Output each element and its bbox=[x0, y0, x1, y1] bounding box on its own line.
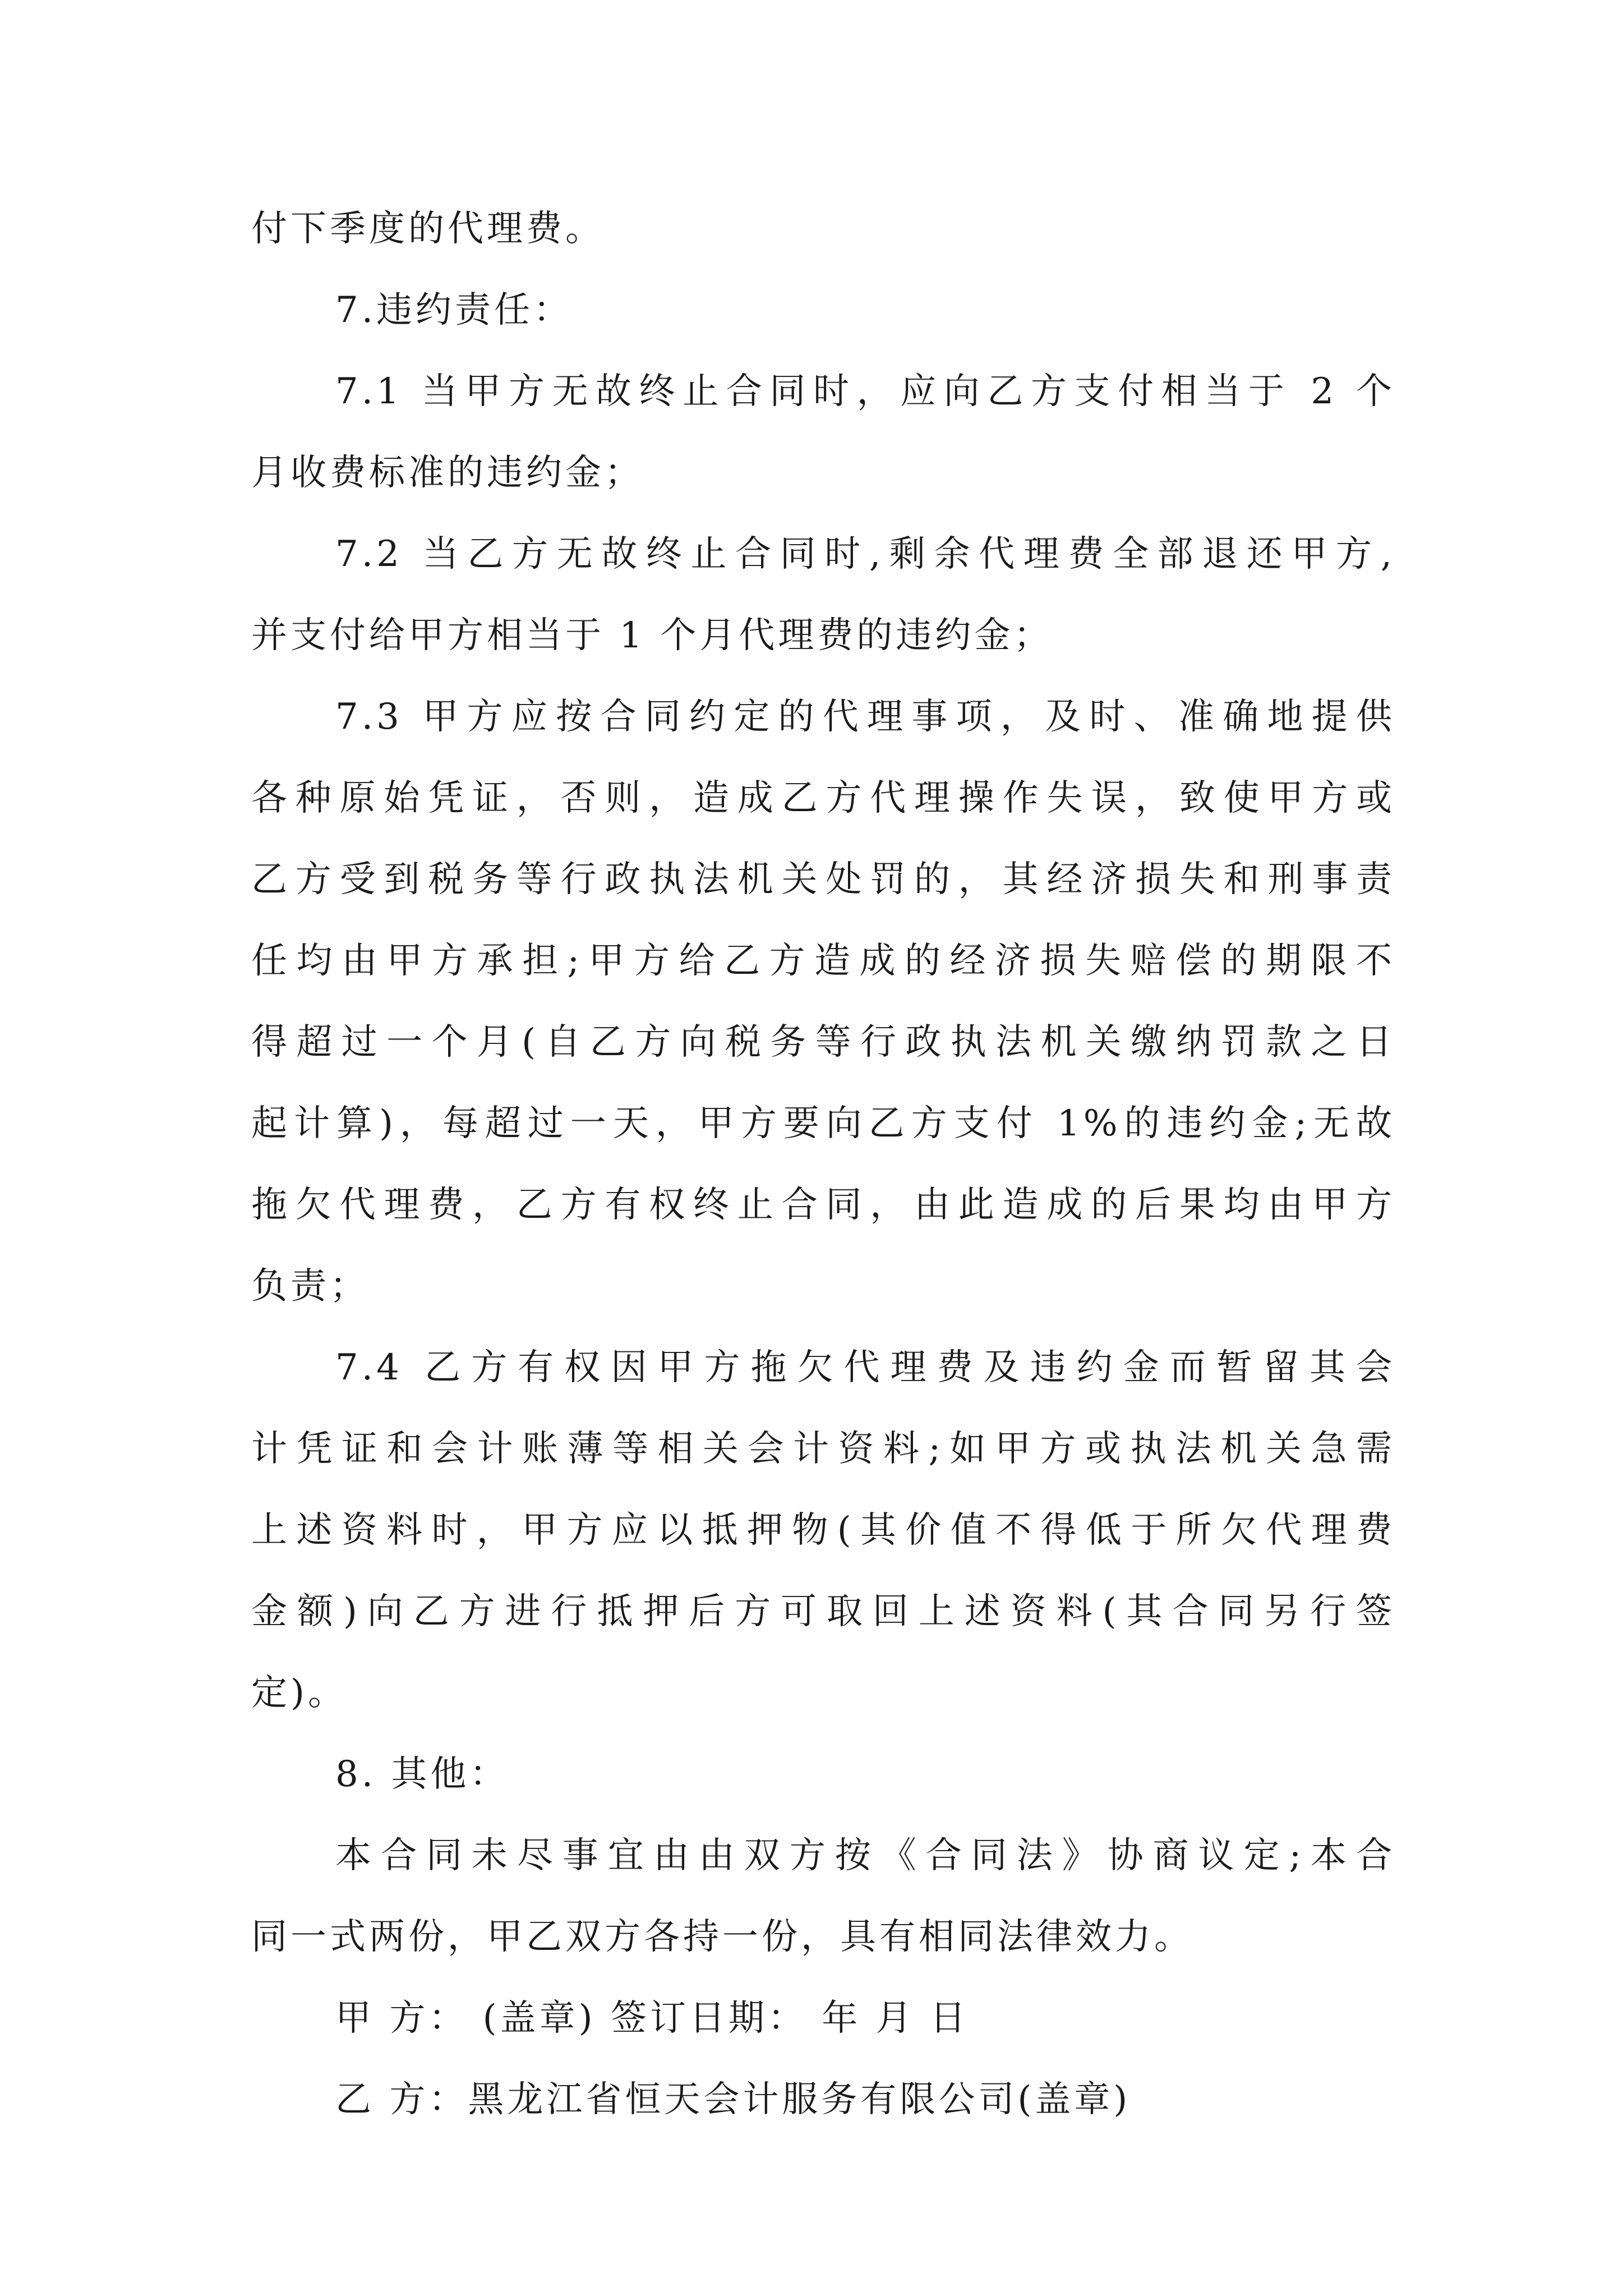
signature-line-party-b: 乙 方：黑龙江省恒天会计服务有限公司(盖章) bbox=[335, 2079, 1131, 2120]
text-line: 乙方受到税务等行政执法机关处罚的，其经济损失和刑事责 bbox=[251, 859, 1395, 900]
section-heading: 7.违约责任： bbox=[335, 289, 573, 331]
text-line: 得超过一个月(自乙方向税务等行政执法机关缴纳罚款之日 bbox=[251, 1022, 1395, 1063]
text-line: 计凭证和会计账薄等相关会计资料;如甲方或执法机关急需 bbox=[251, 1428, 1395, 1470]
text-line: 7.3 甲方应按合同约定的代理事项，及时、准确地提供 bbox=[335, 696, 1395, 738]
text-line: 并支付给甲方相当于 1 个月代理费的违约金； bbox=[251, 615, 1053, 656]
text-line: 任均由甲方承担;甲方给乙方造成的经济损失赔偿的期限不 bbox=[251, 940, 1395, 982]
text-line: 7.4 乙方有权因甲方拖欠代理费及违约金而暂留其会 bbox=[335, 1347, 1395, 1388]
signature-line-party-a: 甲 方： (盖章) 签订日期： 年 月 日 bbox=[335, 1998, 969, 2039]
text-line: 各种原始凭证，否则，造成乙方代理操作失误，致使甲方或 bbox=[251, 777, 1395, 819]
text-line: 金额)向乙方进行抵押后方可取回上述资料(其合同另行签 bbox=[251, 1591, 1395, 1632]
text-line: 本合同未尽事宜由由双方按《合同法》协商议定;本合 bbox=[335, 1835, 1395, 1876]
text-line: 定)。 bbox=[251, 1672, 347, 1714]
text-line: 同一式两份，甲乙双方各持一份，具有相同法律效力。 bbox=[251, 1916, 1193, 1958]
text-line: 7.1 当甲方无故终止合同时，应向乙方支付相当于 2 个 bbox=[335, 371, 1395, 412]
text-line: 上述资料时，甲方应以抵押物(其价值不得低于所欠代理费 bbox=[251, 1510, 1395, 1551]
text-line: 起计算)，每超过一天，甲方要向乙方支付 1%的违约金;无故 bbox=[251, 1103, 1395, 1144]
text-line: 付下季度的代理费。 bbox=[251, 208, 605, 250]
section-heading: 8. 其他： bbox=[335, 1754, 509, 1795]
text-line: 拖欠代理费，乙方有权终止合同，由此造成的后果均由甲方 bbox=[251, 1184, 1395, 1226]
text-line: 负责； bbox=[251, 1266, 369, 1307]
text-line: 7.2 当乙方无故终止合同时,剩余代理费全部退还甲方, bbox=[335, 533, 1395, 575]
text-line: 月收费标准的违约金； bbox=[251, 452, 644, 494]
